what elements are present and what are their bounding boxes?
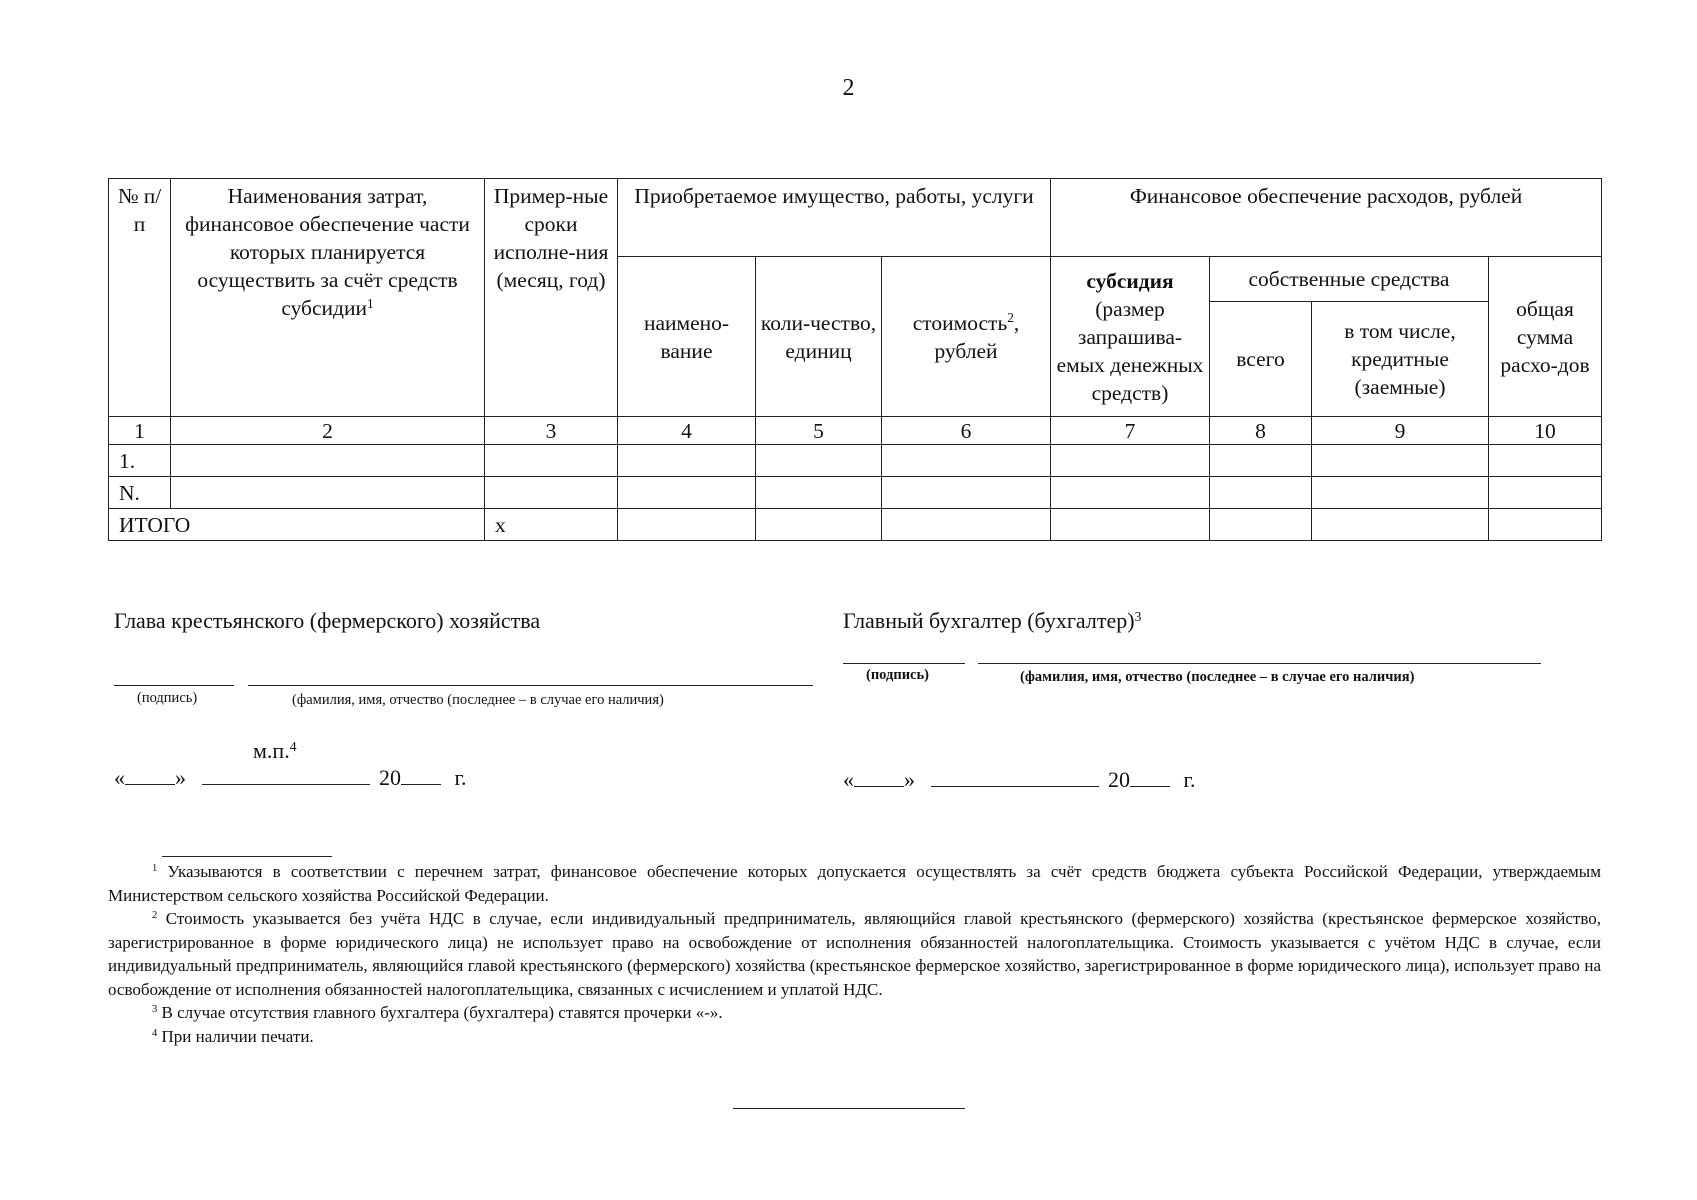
header-property-name: наимено-вание	[618, 257, 756, 417]
header-property-qty: коли-чество, единиц	[756, 257, 882, 417]
table-cell[interactable]	[171, 445, 485, 477]
header-total-sum: общая сумма расхо-дов	[1489, 257, 1602, 417]
day-field[interactable]	[854, 768, 904, 787]
column-number: 8	[1210, 417, 1312, 445]
header-own-funds: собственные средства	[1210, 257, 1489, 302]
stamp-label: м.п.$^4$	[253, 738, 297, 763]
table-cell[interactable]	[1051, 445, 1210, 477]
table-cell[interactable]	[485, 445, 618, 477]
column-number: 7	[1051, 417, 1210, 445]
table-cell[interactable]	[756, 445, 882, 477]
header-own-total: всего	[1210, 302, 1312, 417]
table-cell[interactable]	[171, 477, 485, 509]
row-number: 1.	[109, 445, 171, 477]
header-costs: Наименования затрат, финансовое обеспечение части которых планируется осуществить за счёт средств субсидии$^1$	[171, 179, 485, 417]
column-number: 9	[1312, 417, 1489, 445]
head-name-line[interactable]	[248, 685, 813, 686]
header-own-credit: в том числе, кредитные (заемные)	[1312, 302, 1489, 417]
column-number-row	[109, 417, 1602, 445]
head-name-caption: (фамилия, имя, отчество (последнее – в случае его наличия)	[292, 692, 664, 708]
accountant-title: Главный бухгалтер (бухгалтер)$^3$	[843, 608, 1142, 633]
table-cell[interactable]	[1051, 509, 1210, 541]
header-finance: Финансовое обеспечение расходов, рублей	[1051, 179, 1602, 257]
accountant-name-caption: (фамилия, имя, отчество (последнее – в случае его наличия)	[1020, 669, 1415, 685]
table-cell[interactable]	[882, 445, 1051, 477]
accountant-sign-caption: (подпись)	[866, 667, 929, 683]
month-field[interactable]	[202, 766, 370, 785]
table-cell[interactable]	[485, 477, 618, 509]
column-number: 4	[618, 417, 756, 445]
table-cell[interactable]	[1312, 509, 1489, 541]
table-cell[interactable]	[618, 445, 756, 477]
table-cell[interactable]	[1312, 445, 1489, 477]
table-cell[interactable]	[1489, 509, 1602, 541]
table-cell[interactable]	[618, 477, 756, 509]
total-label: ИТОГО	[109, 509, 485, 541]
table-cell[interactable]	[756, 509, 882, 541]
year-field[interactable]	[401, 766, 441, 785]
column-number: 2	[171, 417, 485, 445]
head-signature-line[interactable]	[114, 685, 234, 686]
header-subsidy: субсидия (размер запрашива-емых денежных средств)	[1051, 257, 1210, 417]
page-number: 2	[842, 75, 855, 101]
head-sign-caption: (подпись)	[137, 690, 198, 706]
accountant-signature-line[interactable]	[843, 663, 965, 664]
end-separator	[733, 1108, 965, 1109]
table-cell[interactable]	[1210, 509, 1312, 541]
footnote: $^1$ Указываются в соответствии с перечнем затрат, финансовое обеспечение которых допускается осуществлять за счёт средств бюджета субъекта Российской Федерации, утверждаемым Министерством сельского хозяйства Российской Федерации.	[108, 862, 1601, 905]
header-num: № п/п	[109, 179, 171, 417]
table-row	[109, 445, 1602, 477]
table-cell[interactable]	[1051, 477, 1210, 509]
head-date: « » 20 г.	[114, 765, 467, 790]
month-field[interactable]	[931, 768, 1099, 787]
table-cell[interactable]	[618, 509, 756, 541]
column-number: 5	[756, 417, 882, 445]
column-number: 6	[882, 417, 1051, 445]
table-cell[interactable]	[882, 477, 1051, 509]
table-cell[interactable]	[1210, 445, 1312, 477]
footnote: $^4$ При наличии печати.	[152, 1026, 314, 1046]
table-cell[interactable]	[1210, 477, 1312, 509]
accountant-date: « » 20 г.	[843, 767, 1196, 792]
header-property: Приобретаемое имущество, работы, услуги	[618, 179, 1051, 257]
table-cell[interactable]	[1489, 477, 1602, 509]
footnote-separator	[162, 856, 332, 857]
table-cell[interactable]	[1312, 477, 1489, 509]
column-number: 3	[485, 417, 618, 445]
column-number: 1	[109, 417, 171, 445]
header-terms: Пример-ные сроки исполне-ния (месяц, год)	[485, 179, 618, 417]
total-row	[109, 509, 1602, 541]
table-cell[interactable]	[756, 477, 882, 509]
footnote: $^2$ Стоимость указывается без учёта НДС в случае, если индивидуальный предприниматель, являющийся главой крестьянского (фермерского) хозяйства (крестьянское фермерское хозяйство, зарегистрированное в форме юридического лица) не использует право на освобождение от исполнения обязанностей налогоплательщика. Стоимость указывается с учётом НДС в случае, если индивидуальный предприниматель, являющийся главой крестьянского (фермерского) хозяйства (крестьянское фермерское хозяйство, зарегистрированное в форме юридического лица), использует право на освобождение от исполнения обязанностей налогоплательщика, связанных с исчислением и уплатой НДС.	[108, 909, 1601, 999]
row-number: N.	[109, 477, 171, 509]
table-row	[109, 477, 1602, 509]
table-cell[interactable]	[882, 509, 1051, 541]
accountant-name-line[interactable]	[978, 663, 1541, 664]
expense-plan-table	[108, 178, 1602, 541]
total-terms: х	[485, 509, 618, 541]
day-field[interactable]	[125, 766, 175, 785]
header-property-cost: стоимость$^2$, рублей	[882, 257, 1051, 417]
footnote: $^3$ В случае отсутствия главного бухгалтера (бухгалтера) ставятся прочерки «-».	[152, 1003, 723, 1022]
footnotes	[108, 860, 1601, 1048]
table-cell[interactable]	[1489, 445, 1602, 477]
column-number: 10	[1489, 417, 1602, 445]
head-title: Глава крестьянского (фермерского) хозяйства	[114, 608, 541, 633]
year-field[interactable]	[1130, 768, 1170, 787]
